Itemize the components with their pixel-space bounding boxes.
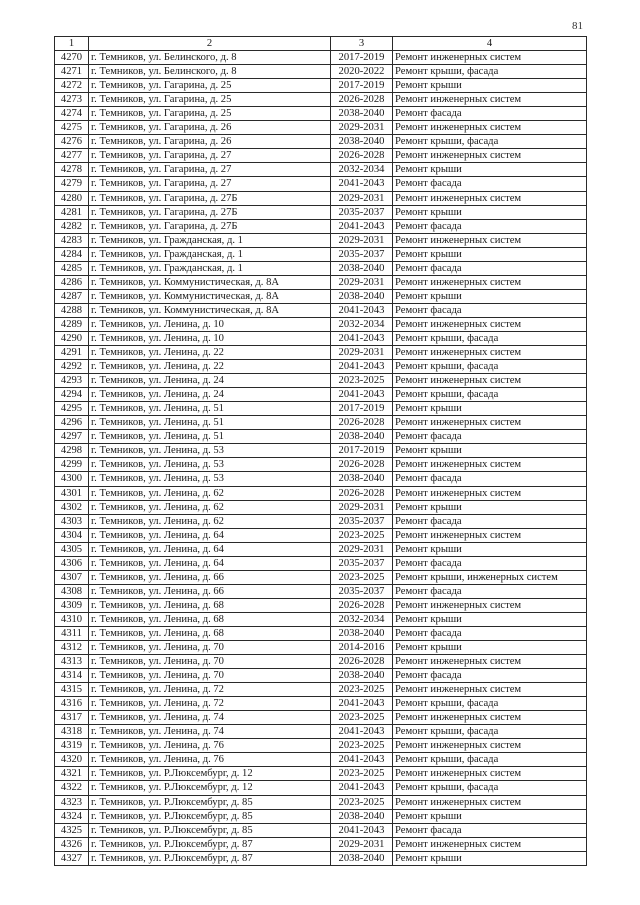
row-number-cell: 4326 [55, 837, 89, 851]
row-number-cell: 4299 [55, 458, 89, 472]
row-number-cell: 4303 [55, 514, 89, 528]
address-cell: г. Темников, ул. Р.Люксембург, д. 87 [89, 851, 331, 865]
period-cell: 2026-2028 [331, 598, 393, 612]
table-row [55, 247, 587, 261]
table-row [55, 486, 587, 500]
period-cell: 2017-2019 [331, 79, 393, 93]
row-number-cell: 4295 [55, 402, 89, 416]
work-type-cell: Ремонт фасада [393, 107, 587, 121]
period-cell: 2035-2037 [331, 584, 393, 598]
address-cell: г. Темников, ул. Р.Люксембург, д. 85 [89, 809, 331, 823]
row-number-cell: 4288 [55, 303, 89, 317]
row-number-cell: 4278 [55, 163, 89, 177]
work-type-cell: Ремонт крыши, фасада [393, 135, 587, 149]
period-cell: 2026-2028 [331, 655, 393, 669]
address-cell: г. Темников, ул. Ленина, д. 72 [89, 683, 331, 697]
work-type-cell: Ремонт фасада [393, 472, 587, 486]
period-cell: 2026-2028 [331, 486, 393, 500]
period-cell: 2035-2037 [331, 205, 393, 219]
table-row [55, 233, 587, 247]
work-type-cell: Ремонт крыши [393, 809, 587, 823]
address-cell: г. Темников, ул. Белинского, д. 8 [89, 51, 331, 65]
row-number-cell: 4308 [55, 584, 89, 598]
address-cell: г. Темников, ул. Р.Люксембург, д. 12 [89, 767, 331, 781]
column-header-4: 4 [393, 37, 587, 51]
period-cell: 2023-2025 [331, 795, 393, 809]
row-number-cell: 4307 [55, 570, 89, 584]
row-number-cell: 4311 [55, 626, 89, 640]
address-cell: г. Темников, ул. Ленина, д. 68 [89, 612, 331, 626]
table-row [55, 598, 587, 612]
work-type-cell: Ремонт инженерных систем [393, 93, 587, 107]
address-cell: г. Темников, ул. Гагарина, д. 27 [89, 177, 331, 191]
period-cell: 2041-2043 [331, 331, 393, 345]
work-type-cell: Ремонт фасада [393, 303, 587, 317]
address-cell: г. Темников, ул. Ленина, д. 51 [89, 416, 331, 430]
period-cell: 2032-2034 [331, 612, 393, 626]
work-type-cell: Ремонт крыши [393, 402, 587, 416]
work-type-cell: Ремонт крыши [393, 641, 587, 655]
repair-schedule-table [54, 36, 587, 866]
table-row [55, 781, 587, 795]
row-number-cell: 4280 [55, 191, 89, 205]
address-cell: г. Темников, ул. Ленина, д. 72 [89, 697, 331, 711]
address-cell: г. Темников, ул. Р.Люксембург, д. 85 [89, 823, 331, 837]
table-row [55, 669, 587, 683]
row-number-cell: 4304 [55, 528, 89, 542]
row-number-cell: 4297 [55, 430, 89, 444]
row-number-cell: 4327 [55, 851, 89, 865]
table-row [55, 795, 587, 809]
row-number-cell: 4317 [55, 711, 89, 725]
column-header-3: 3 [331, 37, 393, 51]
address-cell: г. Темников, ул. Ленина, д. 66 [89, 570, 331, 584]
table-row [55, 472, 587, 486]
work-type-cell: Ремонт крыши, фасада [393, 65, 587, 79]
row-number-cell: 4320 [55, 753, 89, 767]
address-cell: г. Темников, ул. Гагарина, д. 27 [89, 149, 331, 163]
row-number-cell: 4319 [55, 739, 89, 753]
table-row [55, 416, 587, 430]
table-row [55, 65, 587, 79]
work-type-cell: Ремонт фасада [393, 626, 587, 640]
work-type-cell: Ремонт крыши [393, 247, 587, 261]
work-type-cell: Ремонт инженерных систем [393, 416, 587, 430]
table-row [55, 683, 587, 697]
work-type-cell: Ремонт инженерных систем [393, 374, 587, 388]
table-row [55, 500, 587, 514]
address-cell: г. Темников, ул. Ленина, д. 24 [89, 388, 331, 402]
page-number: 81 [572, 20, 583, 32]
table-row [55, 177, 587, 191]
period-cell: 2023-2025 [331, 528, 393, 542]
period-cell: 2032-2034 [331, 317, 393, 331]
address-cell: г. Темников, ул. Ленина, д. 70 [89, 669, 331, 683]
work-type-cell: Ремонт фасада [393, 430, 587, 444]
period-cell: 2023-2025 [331, 711, 393, 725]
table-row [55, 767, 587, 781]
period-cell: 2041-2043 [331, 725, 393, 739]
table-row [55, 163, 587, 177]
row-number-cell: 4316 [55, 697, 89, 711]
work-type-cell: Ремонт инженерных систем [393, 458, 587, 472]
row-number-cell: 4310 [55, 612, 89, 626]
table-row [55, 809, 587, 823]
address-cell: г. Темников, ул. Ленина, д. 64 [89, 556, 331, 570]
period-cell: 2029-2031 [331, 346, 393, 360]
period-cell: 2029-2031 [331, 121, 393, 135]
work-type-cell: Ремонт крыши, фасада [393, 360, 587, 374]
period-cell: 2041-2043 [331, 177, 393, 191]
period-cell: 2038-2040 [331, 472, 393, 486]
work-type-cell: Ремонт крыши, фасада [393, 697, 587, 711]
work-type-cell: Ремонт фасада [393, 556, 587, 570]
address-cell: г. Темников, ул. Ленина, д. 76 [89, 739, 331, 753]
work-type-cell: Ремонт инженерных систем [393, 149, 587, 163]
work-type-cell: Ремонт инженерных систем [393, 51, 587, 65]
period-cell: 2029-2031 [331, 542, 393, 556]
column-header-row [55, 37, 587, 51]
table-row [55, 739, 587, 753]
row-number-cell: 4300 [55, 472, 89, 486]
period-cell: 2041-2043 [331, 753, 393, 767]
row-number-cell: 4287 [55, 289, 89, 303]
work-type-cell: Ремонт крыши [393, 79, 587, 93]
period-cell: 2026-2028 [331, 149, 393, 163]
table-row [55, 205, 587, 219]
row-number-cell: 4292 [55, 360, 89, 374]
address-cell: г. Темников, ул. Ленина, д. 22 [89, 346, 331, 360]
table-row [55, 303, 587, 317]
address-cell: г. Темников, ул. Ленина, д. 76 [89, 753, 331, 767]
work-type-cell: Ремонт крыши, инженерных систем [393, 570, 587, 584]
period-cell: 2026-2028 [331, 458, 393, 472]
row-number-cell: 4321 [55, 767, 89, 781]
work-type-cell: Ремонт фасада [393, 177, 587, 191]
row-number-cell: 4276 [55, 135, 89, 149]
address-cell: г. Темников, ул. Гагарина, д. 25 [89, 107, 331, 121]
work-type-cell: Ремонт инженерных систем [393, 346, 587, 360]
work-type-cell: Ремонт крыши [393, 444, 587, 458]
row-number-cell: 4312 [55, 641, 89, 655]
row-number-cell: 4270 [55, 51, 89, 65]
period-cell: 2032-2034 [331, 163, 393, 177]
table-row [55, 275, 587, 289]
row-number-cell: 4324 [55, 809, 89, 823]
address-cell: г. Темников, ул. Гражданская, д. 1 [89, 233, 331, 247]
address-cell: г. Темников, ул. Р.Люксембург, д. 12 [89, 781, 331, 795]
row-number-cell: 4302 [55, 500, 89, 514]
table-row [55, 331, 587, 345]
period-cell: 2023-2025 [331, 683, 393, 697]
period-cell: 2041-2043 [331, 360, 393, 374]
period-cell: 2038-2040 [331, 107, 393, 121]
address-cell: г. Темников, ул. Коммунистическая, д. 8А [89, 275, 331, 289]
table-row [55, 346, 587, 360]
table-row [55, 121, 587, 135]
period-cell: 2029-2031 [331, 233, 393, 247]
table-row [55, 753, 587, 767]
period-cell: 2041-2043 [331, 219, 393, 233]
work-type-cell: Ремонт крыши [393, 542, 587, 556]
address-cell: г. Темников, ул. Ленина, д. 62 [89, 486, 331, 500]
period-cell: 2038-2040 [331, 851, 393, 865]
address-cell: г. Темников, ул. Гражданская, д. 1 [89, 261, 331, 275]
table-row [55, 79, 587, 93]
address-cell: г. Темников, ул. Ленина, д. 74 [89, 711, 331, 725]
table-row [55, 458, 587, 472]
address-cell: г. Темников, ул. Гагарина, д. 27Б [89, 219, 331, 233]
work-type-cell: Ремонт фасада [393, 584, 587, 598]
work-type-cell: Ремонт крыши, фасада [393, 725, 587, 739]
work-type-cell: Ремонт крыши, фасада [393, 781, 587, 795]
address-cell: г. Темников, ул. Ленина, д. 53 [89, 444, 331, 458]
row-number-cell: 4315 [55, 683, 89, 697]
period-cell: 2026-2028 [331, 93, 393, 107]
row-number-cell: 4296 [55, 416, 89, 430]
work-type-cell: Ремонт инженерных систем [393, 795, 587, 809]
row-number-cell: 4322 [55, 781, 89, 795]
period-cell: 2023-2025 [331, 374, 393, 388]
row-number-cell: 4294 [55, 388, 89, 402]
row-number-cell: 4301 [55, 486, 89, 500]
period-cell: 2038-2040 [331, 809, 393, 823]
work-type-cell: Ремонт инженерных систем [393, 711, 587, 725]
period-cell: 2041-2043 [331, 388, 393, 402]
work-type-cell: Ремонт инженерных систем [393, 683, 587, 697]
address-cell: г. Темников, ул. Гагарина, д. 27Б [89, 191, 331, 205]
period-cell: 2041-2043 [331, 781, 393, 795]
period-cell: 2038-2040 [331, 626, 393, 640]
table-row [55, 626, 587, 640]
address-cell: г. Темников, ул. Р.Люксембург, д. 85 [89, 795, 331, 809]
row-number-cell: 4282 [55, 219, 89, 233]
address-cell: г. Темников, ул. Ленина, д. 62 [89, 514, 331, 528]
address-cell: г. Темников, ул. Ленина, д. 68 [89, 626, 331, 640]
table-row [55, 697, 587, 711]
address-cell: г. Темников, ул. Ленина, д. 64 [89, 528, 331, 542]
work-type-cell: Ремонт крыши [393, 205, 587, 219]
table-row [55, 584, 587, 598]
period-cell: 2041-2043 [331, 303, 393, 317]
period-cell: 2023-2025 [331, 739, 393, 753]
period-cell: 2023-2025 [331, 767, 393, 781]
work-type-cell: Ремонт фасада [393, 514, 587, 528]
period-cell: 2041-2043 [331, 697, 393, 711]
row-number-cell: 4271 [55, 65, 89, 79]
row-number-cell: 4309 [55, 598, 89, 612]
table-body [55, 51, 587, 866]
work-type-cell: Ремонт крыши, фасада [393, 753, 587, 767]
row-number-cell: 4277 [55, 149, 89, 163]
row-number-cell: 4285 [55, 261, 89, 275]
work-type-cell: Ремонт инженерных систем [393, 837, 587, 851]
table-row [55, 135, 587, 149]
table-row [55, 107, 587, 121]
address-cell: г. Темников, ул. Ленина, д. 22 [89, 360, 331, 374]
table-row [55, 93, 587, 107]
table-row [55, 402, 587, 416]
row-number-cell: 4283 [55, 233, 89, 247]
row-number-cell: 4272 [55, 79, 89, 93]
address-cell: г. Темников, ул. Ленина, д. 53 [89, 458, 331, 472]
work-type-cell: Ремонт инженерных систем [393, 121, 587, 135]
work-type-cell: Ремонт инженерных систем [393, 528, 587, 542]
work-type-cell: Ремонт инженерных систем [393, 655, 587, 669]
table-row [55, 655, 587, 669]
row-number-cell: 4274 [55, 107, 89, 121]
row-number-cell: 4305 [55, 542, 89, 556]
period-cell: 2038-2040 [331, 430, 393, 444]
work-type-cell: Ремонт крыши [393, 851, 587, 865]
work-type-cell: Ремонт фасада [393, 219, 587, 233]
table-row [55, 725, 587, 739]
period-cell: 2026-2028 [331, 416, 393, 430]
work-type-cell: Ремонт крыши, фасада [393, 331, 587, 345]
address-cell: г. Темников, ул. Гагарина, д. 26 [89, 135, 331, 149]
address-cell: г. Темников, ул. Ленина, д. 10 [89, 331, 331, 345]
row-number-cell: 4281 [55, 205, 89, 219]
period-cell: 2029-2031 [331, 837, 393, 851]
row-number-cell: 4314 [55, 669, 89, 683]
table-row [55, 289, 587, 303]
period-cell: 2017-2019 [331, 402, 393, 416]
table-row [55, 837, 587, 851]
address-cell: г. Темников, ул. Ленина, д. 70 [89, 641, 331, 655]
row-number-cell: 4284 [55, 247, 89, 261]
table-row [55, 219, 587, 233]
address-cell: г. Темников, ул. Ленина, д. 66 [89, 584, 331, 598]
period-cell: 2035-2037 [331, 514, 393, 528]
table-row [55, 570, 587, 584]
table-row [55, 444, 587, 458]
table-row [55, 360, 587, 374]
address-cell: г. Темников, ул. Р.Люксембург, д. 87 [89, 837, 331, 851]
work-type-cell: Ремонт фасада [393, 669, 587, 683]
row-number-cell: 4291 [55, 346, 89, 360]
row-number-cell: 4293 [55, 374, 89, 388]
address-cell: г. Темников, ул. Ленина, д. 64 [89, 542, 331, 556]
table-row [55, 711, 587, 725]
table-row [55, 823, 587, 837]
work-type-cell: Ремонт фасада [393, 823, 587, 837]
address-cell: г. Темников, ул. Гагарина, д. 27 [89, 163, 331, 177]
work-type-cell: Ремонт крыши [393, 612, 587, 626]
address-cell: г. Темников, ул. Коммунистическая, д. 8А [89, 303, 331, 317]
address-cell: г. Темников, ул. Ленина, д. 74 [89, 725, 331, 739]
row-number-cell: 4325 [55, 823, 89, 837]
column-header-2: 2 [89, 37, 331, 51]
period-cell: 2014-2016 [331, 641, 393, 655]
address-cell: г. Темников, ул. Ленина, д. 68 [89, 598, 331, 612]
period-cell: 2020-2022 [331, 65, 393, 79]
work-type-cell: Ремонт инженерных систем [393, 598, 587, 612]
row-number-cell: 4275 [55, 121, 89, 135]
table-row [55, 528, 587, 542]
period-cell: 2038-2040 [331, 289, 393, 303]
address-cell: г. Темников, ул. Ленина, д. 24 [89, 374, 331, 388]
period-cell: 2038-2040 [331, 135, 393, 149]
work-type-cell: Ремонт фасада [393, 261, 587, 275]
table-row [55, 374, 587, 388]
period-cell: 2035-2037 [331, 556, 393, 570]
period-cell: 2041-2043 [331, 823, 393, 837]
work-type-cell: Ремонт инженерных систем [393, 767, 587, 781]
work-type-cell: Ремонт инженерных систем [393, 486, 587, 500]
period-cell: 2038-2040 [331, 261, 393, 275]
period-cell: 2023-2025 [331, 570, 393, 584]
address-cell: г. Темников, ул. Ленина, д. 53 [89, 472, 331, 486]
table-row [55, 317, 587, 331]
work-type-cell: Ремонт крыши [393, 289, 587, 303]
work-type-cell: Ремонт крыши [393, 163, 587, 177]
column-header-1: 1 [55, 37, 89, 51]
address-cell: г. Темников, ул. Коммунистическая, д. 8А [89, 289, 331, 303]
row-number-cell: 4286 [55, 275, 89, 289]
period-cell: 2029-2031 [331, 500, 393, 514]
table-row [55, 191, 587, 205]
work-type-cell: Ремонт инженерных систем [393, 317, 587, 331]
table-row [55, 149, 587, 163]
address-cell: г. Темников, ул. Гражданская, д. 1 [89, 247, 331, 261]
address-cell: г. Темников, ул. Гагарина, д. 26 [89, 121, 331, 135]
address-cell: г. Темников, ул. Гагарина, д. 27Б [89, 205, 331, 219]
period-cell: 2017-2019 [331, 51, 393, 65]
row-number-cell: 4273 [55, 93, 89, 107]
address-cell: г. Темников, ул. Ленина, д. 70 [89, 655, 331, 669]
address-cell: г. Темников, ул. Ленина, д. 51 [89, 402, 331, 416]
work-type-cell: Ремонт крыши, фасада [393, 388, 587, 402]
address-cell: г. Темников, ул. Гагарина, д. 25 [89, 93, 331, 107]
row-number-cell: 4306 [55, 556, 89, 570]
row-number-cell: 4318 [55, 725, 89, 739]
row-number-cell: 4298 [55, 444, 89, 458]
period-cell: 2038-2040 [331, 669, 393, 683]
table-row [55, 556, 587, 570]
work-type-cell: Ремонт крыши [393, 500, 587, 514]
address-cell: г. Темников, ул. Ленина, д. 62 [89, 500, 331, 514]
address-cell: г. Темников, ул. Гагарина, д. 25 [89, 79, 331, 93]
row-number-cell: 4290 [55, 331, 89, 345]
table-row [55, 430, 587, 444]
table-row [55, 851, 587, 865]
work-type-cell: Ремонт инженерных систем [393, 275, 587, 289]
row-number-cell: 4323 [55, 795, 89, 809]
address-cell: г. Темников, ул. Белинского, д. 8 [89, 65, 331, 79]
work-type-cell: Ремонт инженерных систем [393, 191, 587, 205]
row-number-cell: 4289 [55, 317, 89, 331]
row-number-cell: 4279 [55, 177, 89, 191]
period-cell: 2035-2037 [331, 247, 393, 261]
table-row [55, 51, 587, 65]
address-cell: г. Темников, ул. Ленина, д. 51 [89, 430, 331, 444]
work-type-cell: Ремонт инженерных систем [393, 233, 587, 247]
table-row [55, 612, 587, 626]
work-type-cell: Ремонт инженерных систем [393, 739, 587, 753]
table-row [55, 641, 587, 655]
address-cell: г. Темников, ул. Ленина, д. 10 [89, 317, 331, 331]
period-cell: 2017-2019 [331, 444, 393, 458]
period-cell: 2029-2031 [331, 191, 393, 205]
table-row [55, 542, 587, 556]
period-cell: 2029-2031 [331, 275, 393, 289]
table-row [55, 514, 587, 528]
table-row [55, 388, 587, 402]
table-row [55, 261, 587, 275]
row-number-cell: 4313 [55, 655, 89, 669]
